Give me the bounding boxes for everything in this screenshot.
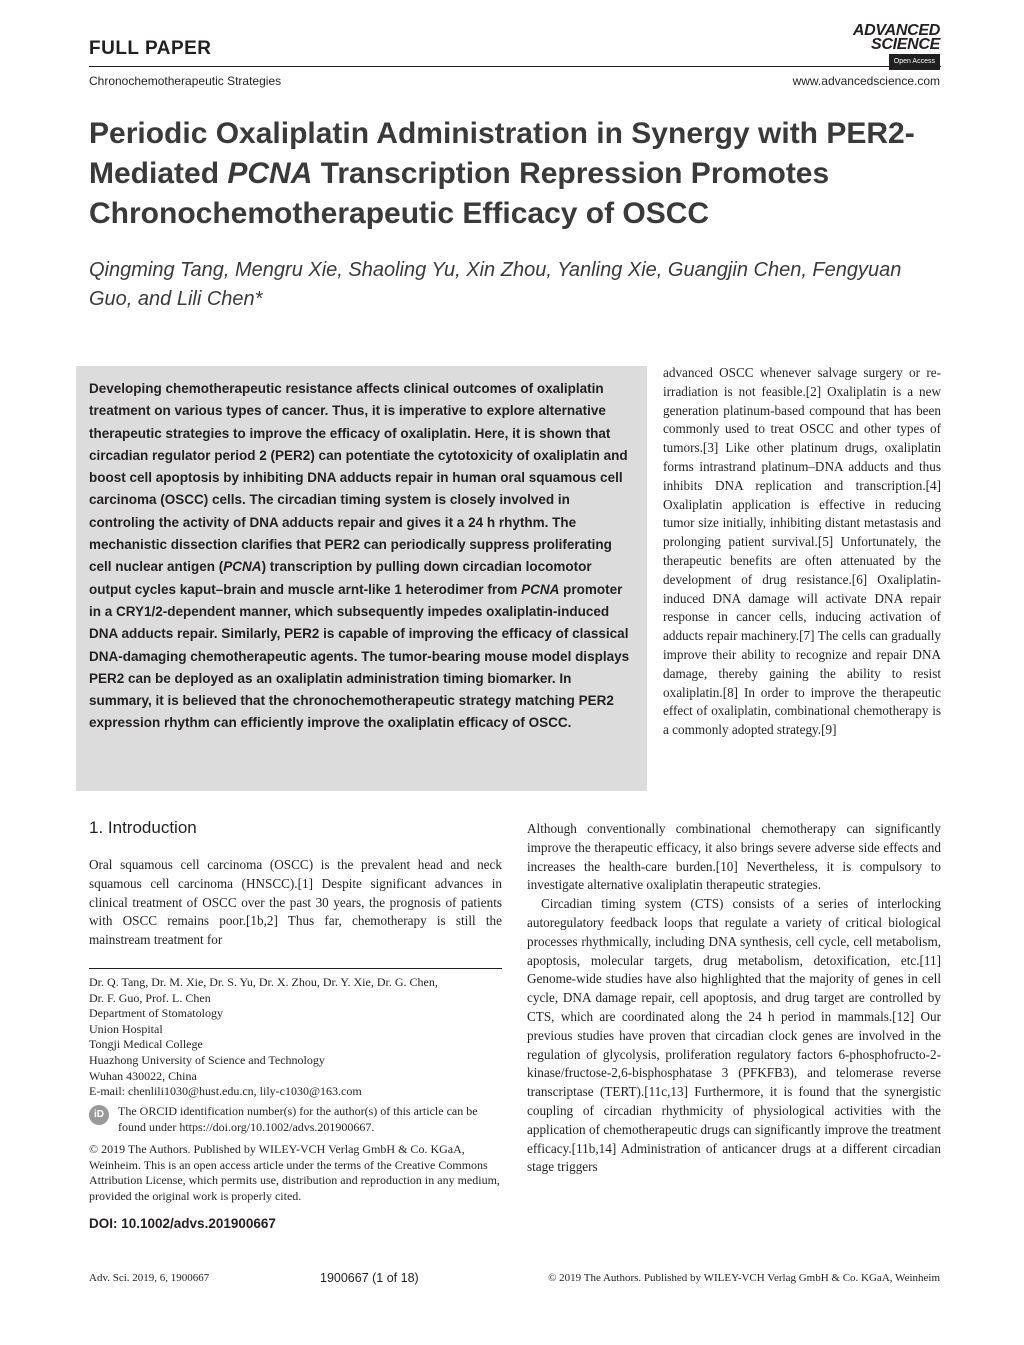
affiliation-line: Dr. Q. Tang, Dr. M. Xie, Dr. S. Yu, Dr. X. Zhou, Dr. Y. Xie, Dr. G. Chen, [89,975,438,989]
orcid-icon: iD [89,1105,109,1125]
introduction-text: Oral squamous cell carcinoma (OSCC) is the prevalent head and neck squamous cell carcinoma (HNSCC).[1] Despite significant advances in clinical treatment of OSCC over the past 30 years, the prognosis of patients with OSCC remains poor.[1b,2] Thus far, chemotherapy is still the mainstream treatment for [89,857,502,948]
abstract-part-2: ) transcription by pulling down circadian locomotor output cycles kaput–brain and muscle arnt-like 1 heterodimer from [89,559,592,597]
affiliation-block [89,975,502,1100]
email-line[interactable]: E-mail: chenlili1030@hust.edu.cn, lily-c1030@163.com [89,1084,362,1099]
journal-url[interactable]: www.advancedscience.com [792,74,940,88]
abstract-italic-1: PCNA [223,559,262,575]
title-part-2: Transcription Repression Promotes Chronochemotherapeutic Efficacy of OSCC [89,157,830,230]
footer-citation: Adv. Sci. 2019, 6, 1900667 [89,1272,210,1284]
paragraph: Although conventionally combinational chemotherapy can significantly improve the therapeutic efficacy, it also brings severe adverse side effects and increases the health-care burden.[10] Nevertheless, it is compulsory to investigate alternative oxaliplatin therapeutic strategies. [527,821,941,893]
article-title [89,114,949,234]
running-head: Chronochemotherapeutic Strategies [89,74,282,88]
orcid-note: The ORCID identification number(s) for the author(s) of this article can be found under https://doi.org/10.1002/advs.201900667. [118,1104,478,1134]
title-italic: PCNA [227,157,313,190]
affiliation-divider [89,968,502,969]
affiliation-line: Huazhong University of Science and Technology [89,1052,325,1067]
footer-page-number: 1900667 (1 of 18) [320,1271,419,1285]
copyright-note: © 2019 The Authors. Published by WILEY-VCH Verlag GmbH & Co. KGaA, Weinheim. This is an open access article under the terms of the Creative Commons Attribution License, which permits use, distribution and reproduction in any medium, provided the original work is properly cited. [89,1142,500,1203]
author-list: Qingming Tang, Mengru Xie, Shaoling Yu, Xin Zhou, Yanling Xie, Guangjin Chen, Fengyuan Guo, and Lili Chen* [89,259,902,310]
title-part-1: Periodic Oxaliplatin Administration in Synergy with PER2-Mediated [89,117,915,190]
doi-link[interactable]: DOI: 10.1002/advs.201900667 [89,1216,276,1231]
logo-line-2: SCIENCE [870,36,940,53]
abstract-italic-2: PCNA [521,581,560,597]
affiliation-line: Dr. F. Guo, Prof. L. Chen [89,990,211,1005]
section-label: FULL PAPER [89,38,212,59]
body-text-right-top: advanced OSCC whenever salvage surgery or re-irradiation is not feasible.[2] Oxaliplatin is a new generation platinum-based compound that has been commonly used to treat OSCC and other types of tumors.[3] Like other platinum drugs, oxaliplatin forms intrastrand platinum–DNA adducts and thus inhibits DNA replication and transcription.[4] Oxaliplatin application is effective in reducing tumor size initially, inhibiting distant metastasis and prolonging patient survival.[5] Unfortunately, the therapeutic benefits are often attenuated by the development of drug resistance.[6] Oxaliplatin-induced DNA damage will activate DNA repair response in cancer cells, inducing activation of adducts repair machinery.[7] The cells can gradually improve their ability to recognize and repair DNA damage, thereby gaining the ability to resist oxaliplatin.[8] In order to improve the therapeutic effect of oxaliplatin, combinational chemotherapy is a commonly adopted strategy.[9] [663,365,941,738]
paragraph: Circadian timing system (CTS) consists of a series of interlocking autoregulatory feedback loops that regulate a variety of critical biological processes rhythmically, including DNA synthesis, cell cycle, cell metabolism, apoptosis, molecular targets, drug metabolism, detoxification, etc.[11] Genome-wide studies have also highlighted that the majority of genes in cell cycle, DNA damage repair, cell apoptosis, and drug target are controlled by CTS, which are coordinated along the 24 h period in mammals.[12] Our previous studies have proven that circadian clock genes are involved in the regulation of glycolysis, proliferation regulatory factors 6-phosphofructo-2-kinase/fructose-2,6-bisphosphatase 3 (PFKFB3), and telomerase reverse transcriptase (TERT).[11c,13] Furthermore, it is found that the synergistic coupling of circadian rhythmicity of physiological activities with the application of chemotherapeutic drugs can significantly improve the treatment efficacy.[11b,14] Administration of anticancer drugs at a different circadian stage triggers [527,896,941,1175]
body-text-right-bottom [527,820,941,1177]
affiliation-line: Union Hospital [89,1021,163,1036]
open-access-badge: Open Access [889,54,940,70]
affiliation-line: Tongji Medical College [89,1037,203,1052]
logo-line-1: ADVANCED [852,22,940,39]
header-divider [89,66,941,67]
abstract [89,378,637,735]
footer-publisher: © 2019 The Authors. Published by WILEY-VCH Verlag GmbH & Co. KGaA, Weinheim [548,1272,940,1284]
section-heading-introduction: 1. Introduction [89,818,197,837]
affiliation-line: Department of Stomatology [89,1006,223,1021]
abstract-part-1: Developing chemotherapeutic resistance affects clinical outcomes of oxaliplatin treatment on various types of cancer. Thus, it is imperative to explore alternative therapeutic strategies to improve the efficacy of oxaliplatin. Here, it is shown that circadian regulator period 2 (PER2) can potentiate the cytotoxicity of oxaliplatin and boost cell apoptosis by inhibiting DNA adducts repair in human oral squamous cell carcinoma (OSCC) cells. The circadian timing system is closely involved in controling the activity of DNA adducts repair and gives it a 24 h rhythm. The mechanistic dissection clarifies that PER2 can periodically suppress proliferating cell nuclear antigen ( [89,381,628,575]
affiliation-line: Wuhan 430022, China [89,1068,197,1083]
journal-logo [810,24,940,70]
abstract-part-3: promoter in a CRY1/2-dependent manner, which subsequently impedes oxaliplatin-induced DNA adducts repair. Similarly, PER2 is capable of improving the efficacy of classical DNA-damaging chemotherapeutic agents. The tumor-bearing mouse model displays PER2 can be deployed as an oxaliplatin administration timing biomarker. In summary, it is believed that the chronochemotherapeutic strategy matching PER2 expression rhythm can efficiently improve the oxaliplatin efficacy of OSCC. [89,581,630,731]
